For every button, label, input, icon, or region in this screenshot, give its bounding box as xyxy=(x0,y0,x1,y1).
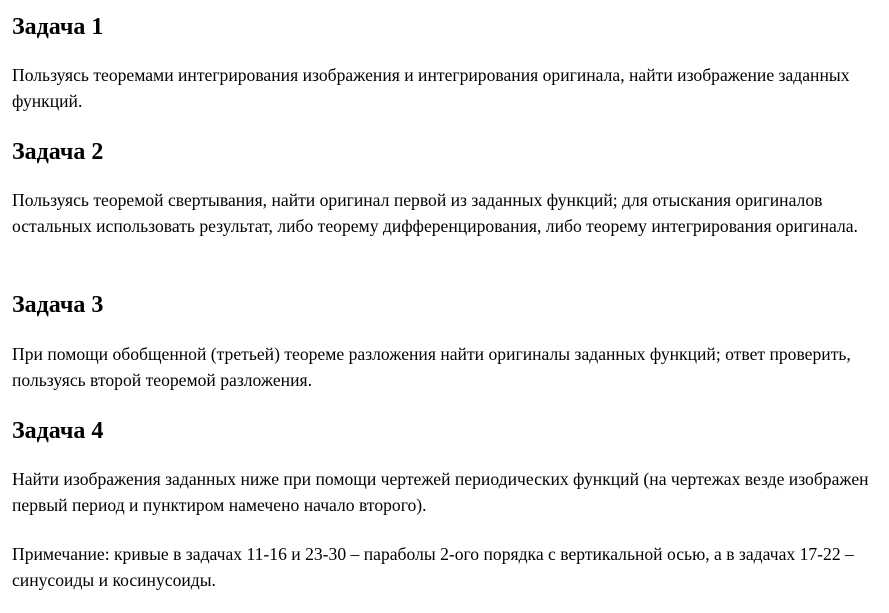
task-3-text: При помощи обобщенной (третьей) теореме разложения найти оригиналы заданных функций; ответ проверить, пользуясь второй теоремой разложения. xyxy=(12,344,851,390)
note-text: Примечание: кривые в задачах 11-16 и 23-30 – параболы 2-ого порядка с вертикальной осью, а в задачах 17-22 – синусоиды и косинусоиды. xyxy=(12,544,854,590)
task-3-title: Задача 3 xyxy=(12,292,104,318)
task-4-text: Найти изображения заданных ниже при помощи чертежей периодических функций (на чертежах везде изображен первый период и пунктиром намечено начало второго). xyxy=(12,469,869,515)
task-2-text: Пользуясь теоремой свертывания, найти оригинал первой из заданных функций; для отыскания оригиналов остальных использовать результат, либо теорему дифференцирования, либо теорему интегрирования оригинала. xyxy=(12,190,858,236)
task-2-title: Задача 2 xyxy=(12,139,104,165)
task-1-text: Пользуясь теоремами интегрирования изображения и интегрирования оригинала, найти изображение заданных функций. xyxy=(12,65,850,111)
task-4-title: Задача 4 xyxy=(12,418,104,444)
task-1-title: Задача 1 xyxy=(12,14,104,40)
